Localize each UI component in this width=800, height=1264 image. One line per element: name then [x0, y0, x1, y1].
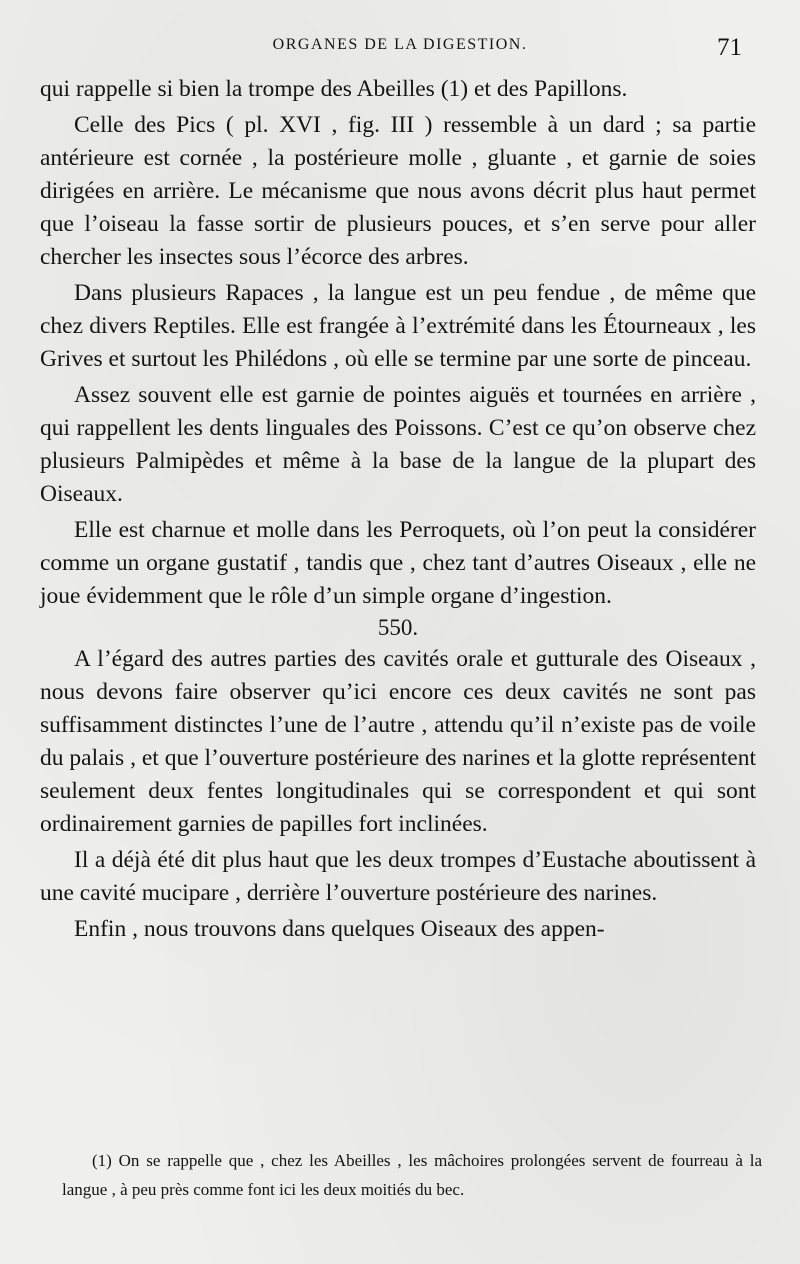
- footnote-text: (1) On se rappelle que , chez les Abeilles , les mâchoires prolongées servent de fourreau à la langue , à peu près comme font ici les deux moitiés du bec.: [62, 1151, 762, 1199]
- page-number: 71: [717, 34, 742, 61]
- paragraph-4: Assez souvent elle est garnie de pointes aiguës et tournées en arrière , qui rappellent les dents linguales des Poissons. C’est ce qu’on observe chez plusieurs Palmipèdes et même à la base de la langue de la plupart des Oiseaux.: [40, 382, 756, 507]
- body-text: [40, 73, 756, 946]
- paragraph-5: Elle est charnue et molle dans les Perroquets, où l’on peut la considérer comme un organe gustatif , tandis que , chez tant d’autres Oiseaux , elle ne joue évidemment que le rôle d’un simple organe d’ingestion.: [40, 517, 756, 609]
- paragraph-3: Dans plusieurs Rapaces , la langue est un peu fendue , de même que chez divers Reptiles. Elle est frangée à l’extrémité dans les Étourneaux , les Grives et surtout les Philédons , où elle se termine par une sorte de pinceau.: [40, 280, 756, 372]
- paragraph-1: qui rappelle si bien la trompe des Abeilles (1) et des Papillons.: [40, 76, 628, 102]
- running-head: ORGANES DE LA DIGESTION.: [272, 36, 528, 53]
- page-header: [0, 36, 800, 60]
- footnote: [62, 1146, 762, 1204]
- section-number: 550.: [377, 615, 419, 640]
- paragraph-2: Celle des Pics ( pl. XVI , fig. III ) ressemble à un dard ; sa partie antérieure est cornée , la postérieure molle , gluante , et garnie de soies dirigées en arrière. Le mécanisme que nous avons décrit plus haut permet que l’oiseau la fasse sortir de plusieurs pouces, et s’en serve pour aller chercher les insectes sous l’écorce des arbres.: [40, 112, 756, 270]
- paragraph-8: Enfin , nous trouvons dans quelques Oiseaux des appen-: [74, 916, 605, 942]
- paragraph-7: Il a déjà été dit plus haut que les deux trompes d’Eustache aboutissent à une cavité mucipare , derrière l’ouverture postérieure des narines.: [40, 847, 756, 906]
- paragraph-6: A l’égard des autres parties des cavités orale et gutturale des Oiseaux , nous devons faire observer qu’ici encore ces deux cavités ne sont pas suffisamment distinctes l’une de l’autre , attendu qu’il n’existe pas de voile du palais , et que l’ouverture postérieure des narines et la glotte représentent seulement deux fentes longitudinales qui se correspondent et qui sont ordinairement garnies de papilles fort inclinées.: [40, 646, 756, 837]
